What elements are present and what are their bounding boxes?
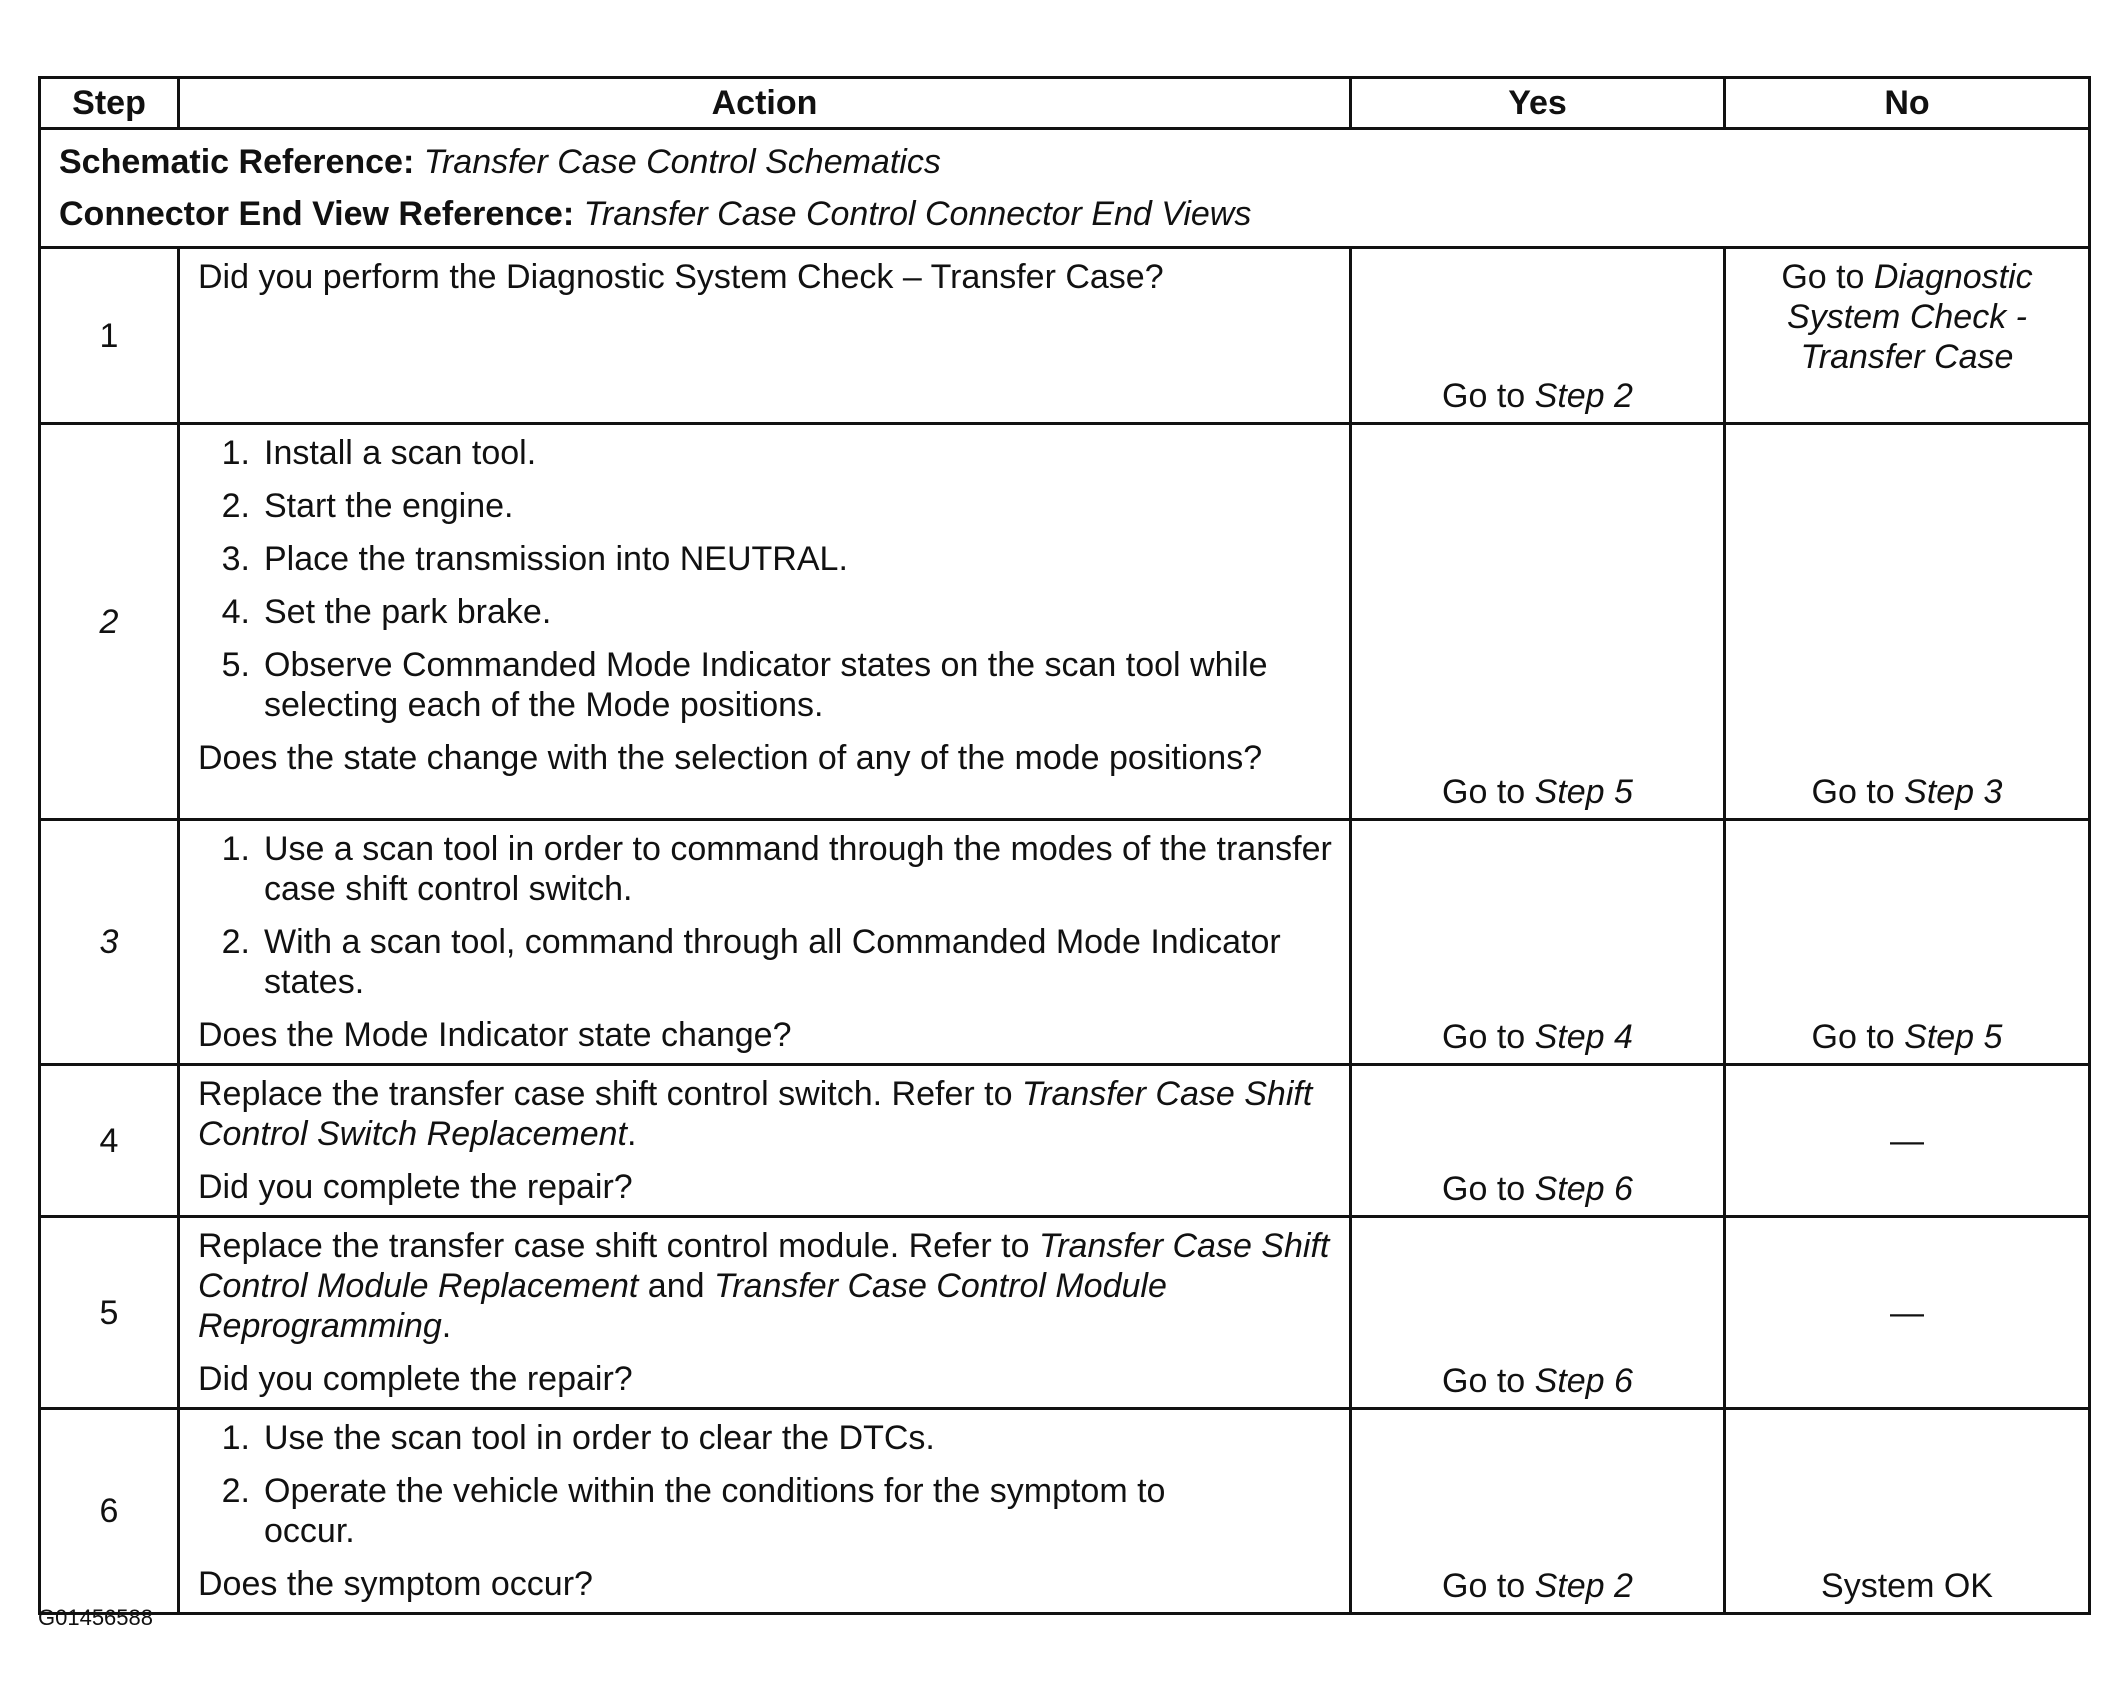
action-list	[198, 433, 1333, 725]
list-text: Install a scan tool.	[264, 434, 537, 472]
no-prefix: Go to	[1811, 773, 1905, 811]
yes-cell	[1351, 820, 1725, 1065]
list-text: Use a scan tool in order to command through the modes of the transfer case shift control switch.	[264, 830, 1332, 908]
diagnostic-table	[38, 76, 2091, 1615]
yes-prefix: Go to	[1442, 1567, 1535, 1605]
list-item	[210, 829, 1333, 909]
step-number: 2	[40, 424, 179, 820]
list-item	[210, 1471, 1333, 1551]
yes-cell	[1351, 1409, 1725, 1614]
schematic-reference-label: Schematic Reference:	[59, 143, 415, 181]
instruction-reference-link[interactable]: Transfer Case Shift Control Switch Replacement	[198, 1075, 1313, 1153]
yes-prefix: Go to	[1442, 377, 1535, 415]
instruction-body: Replace the transfer case shift control module. Refer to	[198, 1227, 1039, 1265]
no-prefix: Go to	[1781, 258, 1874, 296]
yes-prefix: Go to	[1442, 773, 1535, 811]
list-number: 1.	[221, 1419, 250, 1457]
list-item	[210, 486, 1333, 526]
connector-reference-link[interactable]: Transfer Case Control Connector End Views	[583, 195, 1252, 233]
yes-cell	[1351, 1065, 1725, 1217]
no-cell: System OK	[1725, 1409, 2090, 1614]
list-number: 1.	[221, 830, 250, 868]
table-row	[40, 1217, 2090, 1409]
schematic-reference-link[interactable]: Transfer Case Control Schematics	[423, 143, 941, 181]
no-prefix: Go to	[1811, 1018, 1905, 1056]
yes-cell	[1351, 1217, 1725, 1409]
list-number: 5.	[221, 646, 250, 684]
list-item	[210, 592, 1333, 632]
list-item	[210, 922, 1333, 1002]
list-number: 1.	[221, 434, 250, 472]
table-row	[40, 1409, 2090, 1614]
list-item	[210, 1418, 1333, 1458]
list-text: Set the park brake.	[264, 593, 552, 631]
action-cell	[179, 1217, 1351, 1409]
yes-cell	[1351, 424, 1725, 820]
instruction-body: Replace the transfer case shift control switch. Refer to	[198, 1075, 1022, 1113]
question-text: Does the symptom occur?	[198, 1565, 593, 1603]
list-item	[210, 645, 1333, 725]
reference-cell	[40, 129, 2090, 248]
list-text: Place the transmission into NEUTRAL.	[264, 540, 848, 578]
connector-reference	[59, 188, 2070, 240]
step-number: 3	[40, 820, 179, 1065]
question-text: Did you complete the repair?	[198, 1360, 633, 1398]
list-text: Operate the vehicle within the conditions for the symptom to occur.	[264, 1472, 1166, 1550]
action-cell	[179, 1065, 1351, 1217]
yes-prefix: Go to	[1442, 1018, 1535, 1056]
no-cell: —	[1725, 1065, 2090, 1217]
table-row	[40, 1065, 2090, 1217]
list-number: 2.	[221, 1472, 250, 1510]
list-item	[210, 539, 1333, 579]
yes-link[interactable]: Step 2	[1534, 377, 1633, 415]
question-text: Does the state change with the selection of any of the mode positions?	[198, 739, 1263, 777]
action-cell	[179, 820, 1351, 1065]
header-yes: Yes	[1351, 78, 1725, 129]
schematic-reference	[59, 136, 2070, 188]
action-list	[198, 1418, 1333, 1551]
table-row	[40, 248, 2090, 424]
connector-reference-label: Connector End View Reference:	[59, 195, 575, 233]
list-text: Observe Commanded Mode Indicator states on the scan tool while selecting each of the Mode positions.	[264, 646, 1268, 724]
no-cell	[1725, 424, 2090, 820]
list-text: Use the scan tool in order to clear the DTCs.	[264, 1419, 935, 1457]
table-row	[40, 424, 2090, 820]
no-cell	[1725, 820, 2090, 1065]
action-cell	[179, 424, 1351, 820]
no-link[interactable]: Step 3	[1904, 773, 2003, 811]
no-link[interactable]: Diagnostic System Check - Transfer Case	[1787, 258, 2033, 376]
header-step: Step	[40, 78, 179, 129]
header-row	[40, 78, 2090, 129]
list-number: 4.	[221, 593, 250, 631]
instruction-and: and	[638, 1267, 714, 1305]
question-text: Did you complete the repair?	[198, 1168, 633, 1206]
action-cell	[179, 1409, 1351, 1614]
question-text: Did you perform the Diagnostic System Check – Transfer Case?	[198, 258, 1164, 296]
yes-link[interactable]: Step 2	[1534, 1567, 1633, 1605]
instruction-text	[198, 1226, 1333, 1346]
step-number: 4	[40, 1065, 179, 1217]
step-number: 6	[40, 1409, 179, 1614]
instruction-reference-link[interactable]: Transfer Case Control Module Reprogramming	[198, 1267, 1167, 1345]
instruction-text	[198, 1074, 1333, 1154]
list-text: Start the engine.	[264, 487, 514, 525]
reference-row	[40, 129, 2090, 248]
list-text: With a scan tool, command through all Commanded Mode Indicator states.	[264, 923, 1281, 1001]
no-cell: —	[1725, 1217, 2090, 1409]
table-row	[40, 820, 2090, 1065]
header-no: No	[1725, 78, 2090, 129]
list-number: 2.	[221, 923, 250, 961]
yes-link[interactable]: Step 6	[1534, 1362, 1633, 1400]
yes-cell	[1351, 248, 1725, 424]
step-number: 5	[40, 1217, 179, 1409]
header-action: Action	[179, 78, 1351, 129]
no-cell	[1725, 248, 2090, 424]
yes-prefix: Go to	[1442, 1362, 1535, 1400]
yes-link[interactable]: Step 5	[1534, 773, 1633, 811]
yes-prefix: Go to	[1442, 1170, 1535, 1208]
instruction-end: .	[441, 1307, 452, 1345]
step-number: 1	[40, 248, 179, 424]
list-number: 2.	[221, 487, 250, 525]
list-number: 3.	[221, 540, 250, 578]
figure-id: G01456588	[38, 1605, 153, 1630]
list-item	[210, 433, 1333, 473]
instruction-reference-link[interactable]: Transfer Case Shift Control Module Replacement	[198, 1227, 1330, 1305]
question-text: Does the Mode Indicator state change?	[198, 1016, 792, 1054]
action-list	[198, 829, 1333, 1002]
instruction-end: .	[626, 1115, 637, 1153]
yes-link[interactable]: Step 6	[1534, 1170, 1633, 1208]
no-link[interactable]: Step 5	[1904, 1018, 2003, 1056]
yes-link[interactable]: Step 4	[1534, 1018, 1633, 1056]
action-cell	[179, 248, 1351, 424]
